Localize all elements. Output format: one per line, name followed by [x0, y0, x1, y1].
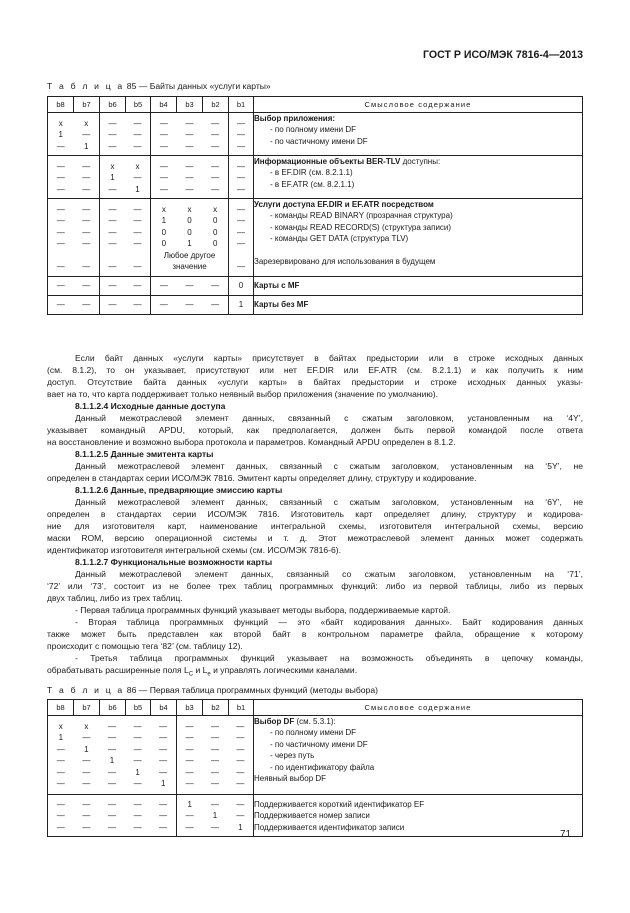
- table-header-row: [48, 97, 583, 113]
- table-row: — — — — — — x 1 — x — 1 — — — — — — — — — — — — Информационные объекты BER-TLV доступны: - в EF.DIR (см. 8.2.1.1) - в EF.ATR (см. 8.2.1.1): [48, 156, 583, 199]
- table-row: x 1 — — — — x — 1 — — — — — — 1 — — — — — — 1 — — — — — — 1 — — — — — — — — — — — — — — — — — — Выбор DF (см. 5.3.1): - по полному имени DF - по частичному имени DF - через путь - по идентификатору файла Неявный выбор DF: [48, 716, 583, 795]
- paragraph-line: маски ROM, версию операционной системы и т. д. Этот межотраслевой элемент данных может содержать: [47, 533, 583, 543]
- paragraph-line: - Третья таблица программных функций указывает на возможность объединять в цепочку команды,: [75, 653, 583, 663]
- paragraph-line: указывает командный APDU, который, как предполагается, должен быть первой командой после ответа: [47, 425, 583, 435]
- table-row: x 1 — x — 1 — — — — — — — — — — — — — — — — — — Выбор приложения: - по полному имени DF - по частичному имени DF: [48, 113, 583, 156]
- table-row: — — — — — — — 0 Карты с MF: [48, 277, 583, 296]
- col-b2: b2: [203, 97, 229, 113]
- paragraph-line: обрабатывать расширенные поля $L_C$ и $L_e$ и управлять логическими каналами.: [47, 665, 358, 678]
- col-b6: b6: [100, 97, 126, 113]
- col-b7: b7: [74, 700, 100, 716]
- paragraph-line: доступ. Отсутствие байта данных «услуги карты» в байтах предыстории и строке исходных данных указы-: [47, 377, 583, 387]
- page-number: 71: [560, 829, 572, 840]
- paragraph-line: Если байт данных «услуги карты» присутствует в байтах предыстории или в строке исходных данных: [75, 353, 583, 363]
- document-header: ГОСТ Р ИСО/МЭК 7816-4—2013: [422, 49, 583, 61]
- paragraph-line: также может быть представлен как второй байт в контрольном параметре файла, обращение к которому: [47, 629, 583, 639]
- col-meaning: Смысловое содержание: [254, 97, 583, 113]
- table-row: — — — — — — — 1 Карты без MF: [48, 296, 583, 315]
- meaning-cell: Услуги доступа EF.DIR и EF.ATR посредством - команды READ BINARY (прозрачная структура) - команды READ RECORD(S) (структура записи) - команды GET DATA (структура TLV) Зарезервировано для использования в будущем: [254, 199, 583, 277]
- meaning-cell: Поддерживается короткий идентификатор EF Поддерживается номер записи Поддерживается идентификатор записи: [254, 795, 583, 837]
- meaning-cell: Карты без MF: [254, 296, 583, 315]
- col-b4: b4: [151, 97, 177, 113]
- paragraph-line: определен в стандартах серии ИСО/МЭК 7816. Изготовитель карт определяет длину, структуру и кодирова-: [47, 509, 583, 519]
- paragraph-line: Данный межотраслевой элемент данных, связанный с сжатым заголовком, установленным на ‘5Y’, не: [75, 461, 583, 471]
- table-row: — — — — — — — — — — — — — — — — — — — — x 1 0 0 x 0 0 1 x 0 0 0 Любое другое значение — — — — — Услуги доступа EF.DIR и EF.ATR посредством - команды READ BINARY (прозрачная структура) - команды READ RECORD(S) (структура записи) - команды GET DATA (структура TLV) Зарезервировано для использования в будущем: [48, 199, 583, 277]
- paragraph-line: на восстановление и возможно выбора протокола и параметров. Командный APDU определен в 8.1.2.: [47, 437, 456, 447]
- table-85: [47, 96, 583, 315]
- col-b6: b6: [100, 700, 126, 716]
- paragraph-line: Данный межотраслевой элемент данных, связанный со сжатым заголовком, установленным на ‘71’,: [75, 569, 583, 579]
- paragraph-line: двух таблиц, либо из трех таблиц.: [47, 593, 183, 603]
- table-86: [47, 699, 583, 837]
- meaning-cell: Информационные объекты BER-TLV доступны: - в EF.DIR (см. 8.2.1.1) - в EF.ATR (см. 8.2.1.1): [254, 156, 583, 199]
- section-heading: 8.1.1.2.7 Функциональные возможности карты: [75, 557, 273, 567]
- paragraph-line: Данный межотраслевой элемент данных, связанный с сжатым заголовком, установленным на ‘6Y’, не: [75, 497, 583, 507]
- meaning-cell: Карты с MF: [254, 277, 583, 296]
- paragraph-line: - Первая таблица программных функций указывает методы выбора, поддерживаемые картой.: [75, 605, 451, 615]
- col-b5: b5: [126, 97, 151, 113]
- col-b4: b4: [151, 700, 177, 716]
- paragraph-line: Данный межотраслевой элемент данных, связанный с сжатым заголовком, установленным на ‘4Y’,: [75, 413, 583, 423]
- section-heading: 8.1.1.2.6 Данные, предваряющие эмиссию карты: [75, 485, 283, 495]
- paragraph-line: вает на то, что карта поддерживает только неявный выбор приложения (значение по умолчанию).: [47, 389, 438, 399]
- col-b8: b8: [48, 700, 74, 716]
- paragraph-line: (см. 8.1.2), то он указывает, присутствуют или нет EF.DIR или EF.ATR (см. 8.2.1.1) и как получить к ним: [47, 365, 583, 375]
- paragraph-line: ние для изготовителя карт, наименование интегральной схемы, изготовителя интегральной схемы, версию: [47, 521, 583, 531]
- meaning-cell: Выбор DF (см. 5.3.1): - по полному имени DF - по частичному имени DF - через путь - по идентификатору файла Неявный выбор DF: [254, 716, 583, 795]
- col-b7: b7: [74, 97, 100, 113]
- meaning-cell: Выбор приложения: - по полному имени DF - по частичному имени DF: [254, 113, 583, 156]
- col-b5: b5: [126, 700, 151, 716]
- col-b1: b1: [229, 700, 254, 716]
- col-b3: b3: [177, 700, 203, 716]
- paragraph-line: ‘72’ или ‘73’, состоит из не более трех таблиц программных функций: либо из первой таблицы, либо из первых: [47, 581, 583, 591]
- section-heading: 8.1.1.2.5 Данные эмитента карты: [75, 449, 214, 459]
- section-heading: 8.1.1.2.4 Исходные данные доступа: [75, 401, 226, 411]
- caption-label: Т а б л и ц а: [47, 81, 125, 91]
- caption-text: 86 — Первая таблица программных функций (методы выбора): [126, 685, 378, 695]
- table-86-caption: [47, 685, 378, 695]
- table-header-row: [48, 700, 583, 716]
- table-85-caption: [47, 81, 271, 91]
- col-meaning: Смысловое содержание: [254, 700, 583, 716]
- paragraph-line: - Вторая таблица программных функций — это «байт кодирования данных». Байт кодирования данных: [75, 617, 583, 627]
- col-b1: b1: [229, 97, 254, 113]
- col-b2: b2: [203, 700, 229, 716]
- col-b3: b3: [177, 97, 203, 113]
- caption-label: Т а б л и ц а: [47, 685, 125, 695]
- table-row: — — — — — — — — — — — — — — — 1 — — — 1 — — — 1 Поддерживается короткий идентификатор EF Поддерживается номер записи Поддерживается идентификатор записи: [48, 795, 583, 837]
- paragraph-line: идентификатор изготовителя интегральной схемы (см. ИСО/МЭК 7816-6).: [47, 545, 341, 555]
- col-b8: b8: [48, 97, 74, 113]
- paragraph-line: определен в стандартах серии ИСО/МЭК 7816. Эмитент карты определяет длину, структуру и кодирование.: [47, 473, 477, 483]
- caption-text: 85 — Байты данных «услуги карты»: [126, 81, 271, 91]
- paragraph-line: происходит с помощью тега ‘82’ (см. таблицу 12).: [47, 641, 243, 651]
